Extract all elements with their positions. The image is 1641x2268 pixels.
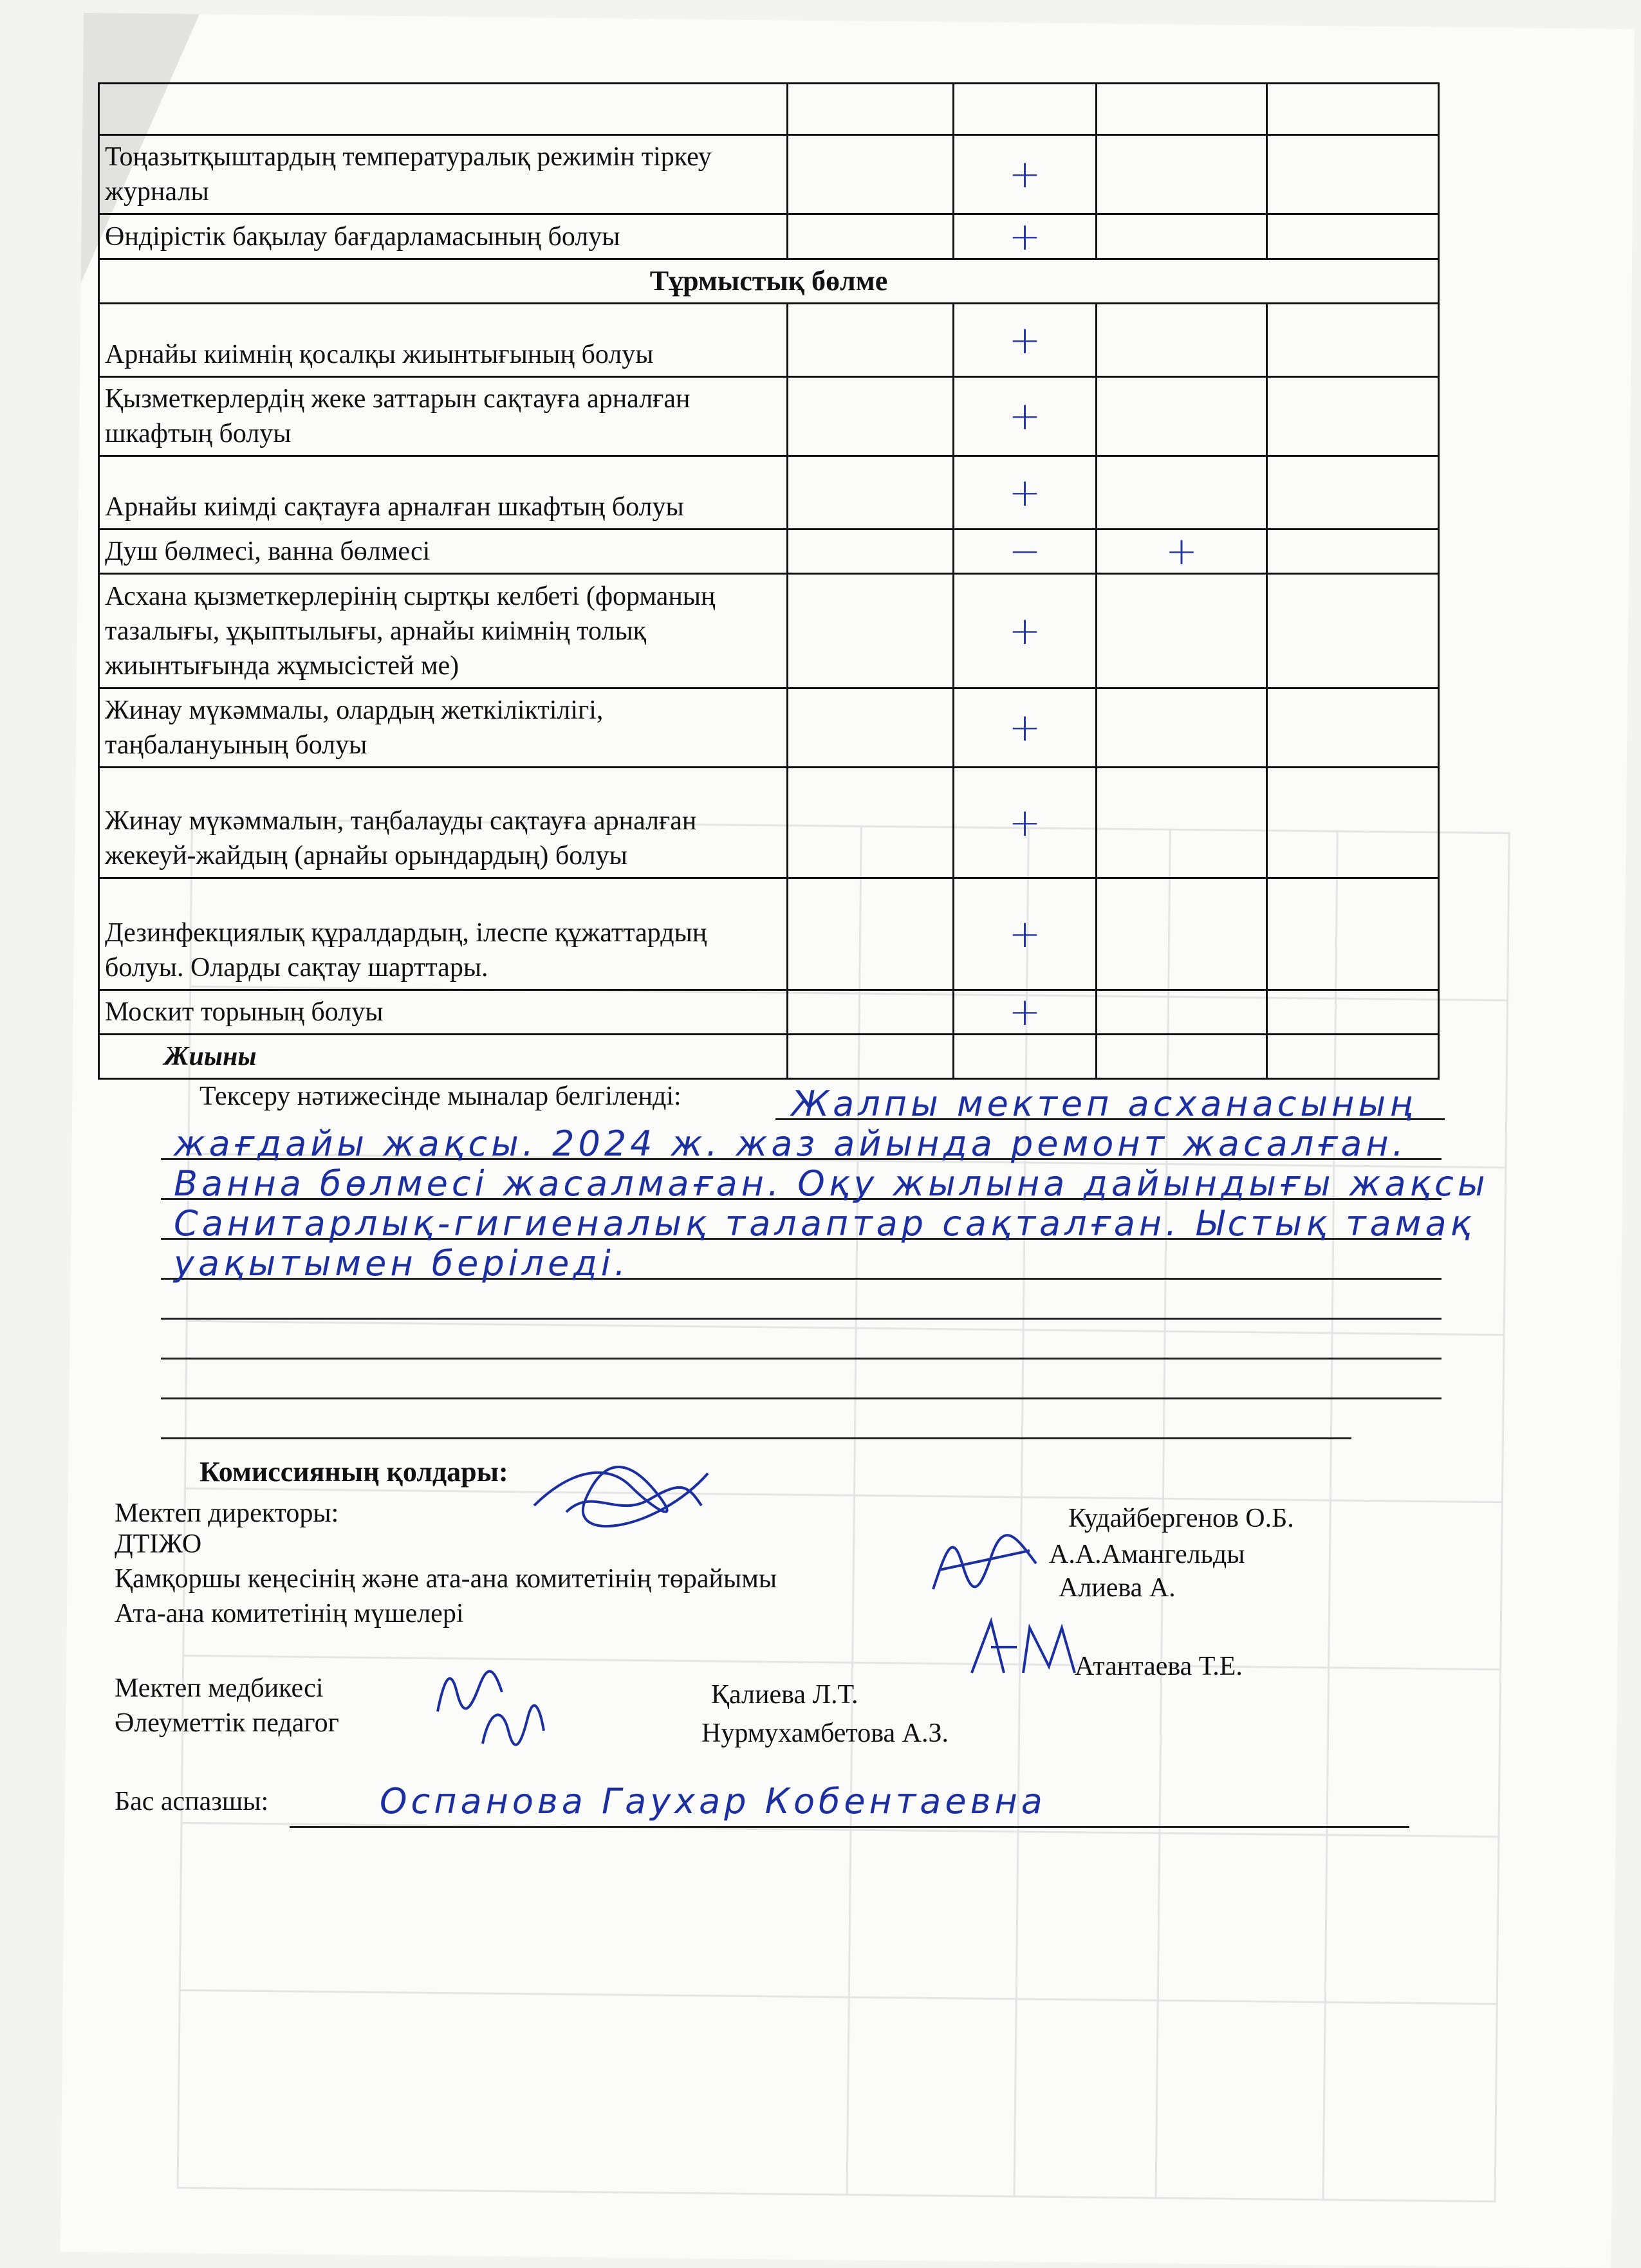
member-role: ДТІЖО: [115, 1529, 202, 1559]
check-mark: +: [954, 377, 1097, 456]
section-header-row: [99, 259, 1439, 304]
chef-label: Бас аспазшы:: [115, 1787, 269, 1816]
handwritten-note-line: Ванна бөлмесі жасалмаған. Оқу жылына дайындығы жақсы: [174, 1163, 1489, 1204]
check-mark: +: [954, 990, 1097, 1035]
member-role: Мектеп директоры:: [115, 1498, 339, 1528]
check-mark: +: [954, 574, 1097, 688]
check-mark: +: [954, 456, 1097, 530]
row-label: Москит торының болуы: [99, 990, 788, 1035]
row-label: Қызметкерлердің жеке заттарын сақтауға арналған шкафтың болуы: [99, 377, 788, 456]
table-row: [99, 688, 1439, 768]
check-mark: +: [954, 688, 1097, 768]
ruled-line: [161, 1358, 1442, 1360]
total-label: Жиыны: [99, 1035, 788, 1079]
total-row: [99, 1035, 1439, 1079]
chef-name-handwritten: Оспанова Гаухар Кобентаевна: [380, 1781, 1046, 1821]
results-label: Тексеру нәтижесінде мыналар белгіленді:: [199, 1082, 681, 1111]
row-label: Жинау мүкәммалы, олардың жеткіліктілігі, таңбалануының болуы: [99, 688, 788, 768]
table-row: [99, 574, 1439, 688]
table-row: [99, 377, 1439, 456]
table-row: [99, 456, 1439, 530]
handwritten-note-line: Жалпы мектеп асханасының: [792, 1083, 1416, 1124]
section-title: Тұрмыстық бөлме: [99, 259, 1439, 304]
row-label: Асхана қызметкерлерінің сыртқы келбеті (форманың тазалығы, ұқыптылығы, арнайы киімнің толық жиынтығында жұмысістей ме): [99, 574, 788, 688]
director-signature: [528, 1448, 721, 1538]
row-label: Арнайы киімнің қосалқы жиынтығының болуы: [99, 304, 788, 377]
member-name: Қалиева Л.Т.: [711, 1680, 858, 1710]
table-row: [99, 135, 1439, 214]
member-role: Ата-ана комитетінің мүшелері: [115, 1599, 464, 1628]
check-mark: +: [954, 214, 1097, 259]
inspection-table: [98, 82, 1440, 1080]
ruled-line: [290, 1826, 1409, 1828]
social-pedagogue-signature: [476, 1699, 547, 1750]
check-mark: +: [954, 768, 1097, 878]
ruled-line: [161, 1397, 1442, 1399]
member-role: Мектеп медбикесі: [115, 1673, 324, 1703]
commission-title: Комиссияның қолдары:: [199, 1456, 508, 1488]
table-row: [99, 990, 1439, 1035]
check-mark: +: [954, 135, 1097, 214]
check-mark: +: [1097, 530, 1267, 574]
row-label: Тоңазытқыштардың температуралық режимін тіркеу журналы: [99, 135, 788, 214]
member-name: А.А.Амангельды: [1049, 1540, 1245, 1569]
member-role: Әлеуметтік педагог: [115, 1708, 339, 1738]
handwritten-note-line: Санитарлық-гигиеналық талаптар сақталған. Ыстық тамақ: [174, 1203, 1476, 1244]
member-name: Алиева А.: [1059, 1573, 1176, 1603]
deputy-signature: [927, 1525, 1043, 1602]
ruled-line: [161, 1318, 1442, 1320]
row-label: Жинау мүкәммалын, таңбалауды сақтауға арналған жекеуй-жайдың (арнайы орындардың) болуы: [99, 768, 788, 878]
check-mark: +: [954, 878, 1097, 990]
parent-committee-signature: [965, 1615, 1081, 1679]
row-label: Дезинфекциялық құралдардың, ілеспе құжаттардың болуы. Оларды сақтау шарттары.: [99, 878, 788, 990]
table-row: [99, 530, 1439, 574]
table-row: [99, 214, 1439, 259]
member-role: Қамқоршы кеңесінің және ата-ана комитетінің төрайымы: [115, 1564, 777, 1594]
handwritten-note-line: уақытымен беріледі.: [174, 1243, 629, 1284]
dash-mark: −: [954, 530, 1097, 574]
handwritten-note-line: жағдайы жақсы. 2024 ж. жаз айында ремонт жасалған.: [174, 1123, 1407, 1164]
member-name: Кудайбергенов О.Б.: [1068, 1504, 1294, 1533]
row-label: [99, 84, 788, 135]
check-mark: +: [954, 304, 1097, 377]
table-row: [99, 84, 1439, 135]
row-label: Душ бөлмесі, ванна бөлмесі: [99, 530, 788, 574]
member-name: Нурмухамбетова А.З.: [701, 1719, 949, 1748]
row-label: Өндірістік бақылау бағдарламасының болуы: [99, 214, 788, 259]
row-label: Арнайы киімді сақтауға арналған шкафтың болуы: [99, 456, 788, 530]
ruled-line: [161, 1437, 1351, 1439]
table-row: [99, 878, 1439, 990]
table-row: [99, 304, 1439, 377]
table-row: [99, 768, 1439, 878]
member-name: Атантаева Т.Е.: [1075, 1652, 1243, 1681]
